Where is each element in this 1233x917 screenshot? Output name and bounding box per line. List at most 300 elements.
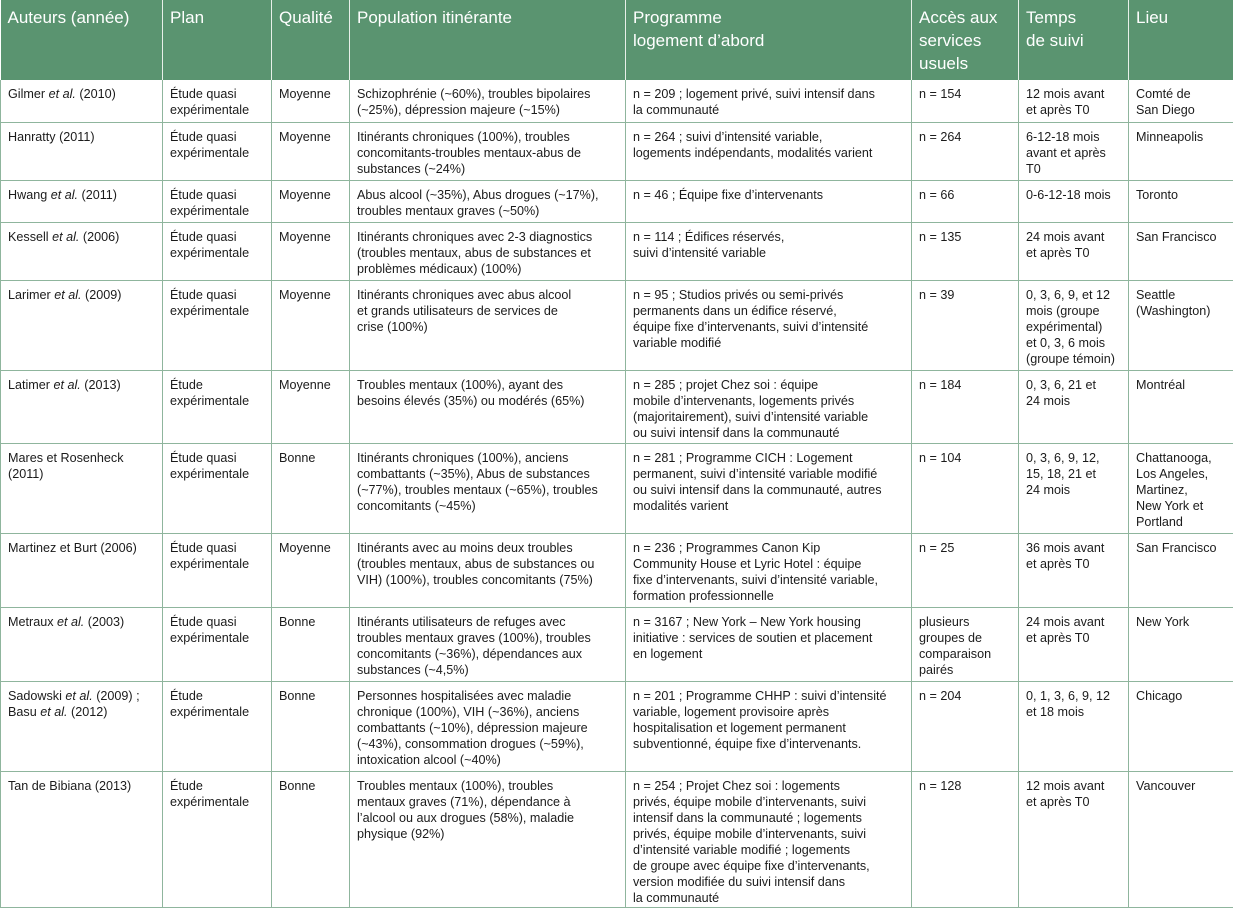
cell-program (626, 607, 912, 681)
cell-line: d’intensité variable modifié ; logements (633, 842, 851, 857)
cell-line: concomitants-troubles mentaux-abus de (357, 145, 582, 160)
table-row (1, 607, 1233, 681)
cell-line: chronique (100%), VIH (~36%), anciens (357, 704, 580, 719)
cell-line: (majoritairement), suivi d’intensité variable (633, 409, 869, 424)
cell-line: Moyenne (279, 229, 331, 244)
cell-population (350, 180, 626, 222)
cell-line: intensif dans la communauté ; logements (633, 810, 862, 825)
cell-line: Schizophrénie (~60%), troubles bipolaires (357, 87, 591, 101)
text-segment: Latimer (8, 377, 54, 392)
cell-line (8, 614, 155, 630)
italic-text: et al. (53, 377, 81, 392)
cell-line: Moyenne (279, 87, 331, 101)
cell-line: version modifiée du suivi intensif dans (633, 874, 846, 889)
cell-line: n = 264 ; suivi d’intensité variable, (633, 129, 823, 144)
cell-line: groupes de (919, 630, 983, 645)
column-header-authors (1, 0, 163, 80)
cell-line: VIH) (100%), troubles concomitants (75%) (357, 572, 593, 587)
cell-line: substances (~24%) (357, 161, 466, 176)
cell-services-access (912, 607, 1019, 681)
cell-line: 24 mois avant (1026, 229, 1105, 244)
cell-line: Itinérants avec au moins deux troubles (357, 540, 573, 555)
cell-authors (1, 533, 163, 607)
cell-line: 0, 3, 6, 9, et 12 (1026, 287, 1111, 302)
cell-line: Étude quasi (170, 287, 237, 302)
cell-line: Étude quasi (170, 129, 237, 144)
cell-line: Seattle (1136, 287, 1176, 302)
cell-line: Moyenne (279, 129, 331, 144)
cell-follow-up (1019, 681, 1129, 771)
cell-line: n = 254 ; Projet Chez soi : logements (633, 778, 840, 793)
text-segment: (2013) (80, 377, 121, 392)
cell-line: de groupe avec équipe fixe d’intervenants, (633, 858, 870, 873)
cell-line: expérimentale (170, 630, 250, 645)
cell-line: expérimentale (170, 556, 250, 571)
cell-services-access (912, 443, 1019, 533)
cell-line: troubles mentaux graves (~50%) (357, 203, 540, 218)
cell-location (1129, 771, 1233, 907)
cell-line: équipe fixe d’intervenants, suivi d’intensité (633, 319, 869, 334)
cell-line: subventionné, équipe fixe d’intervenants. (633, 736, 862, 751)
table-header (1, 0, 1233, 80)
cell-line: avant et après (1026, 145, 1106, 160)
cell-line: Abus alcool (~35%), Abus drogues (~17%), (357, 187, 599, 202)
cell-line: Moyenne (279, 187, 331, 202)
cell-line: Itinérants chroniques (100%), troubles (357, 129, 570, 144)
cell-services-access (912, 122, 1019, 180)
header-row (1, 0, 1233, 80)
cell-line: (~43%), consommation drogues (~59%), (357, 736, 584, 751)
cell-services-access (912, 533, 1019, 607)
cell-quality (272, 681, 350, 771)
cell-line: Community House et Lyric Hotel : équipe (633, 556, 862, 571)
cell-line: et après T0 (1026, 794, 1090, 809)
cell-line: n = 209 ; logement privé, suivi intensif dans (633, 87, 875, 101)
cell-line: n = 135 (919, 229, 962, 244)
cell-line: (2011) (8, 466, 44, 481)
cell-follow-up (1019, 771, 1129, 907)
cell-line: Chattanooga, (1136, 450, 1212, 465)
cell-authors (1, 681, 163, 771)
cell-program (626, 180, 912, 222)
cell-line: la communauté (633, 103, 720, 117)
cell-quality (272, 180, 350, 222)
cell-program (626, 533, 912, 607)
cell-line: Itinérants utilisateurs de refuges avec (357, 614, 566, 629)
cell-line: Troubles mentaux (100%), ayant des (357, 377, 564, 392)
cell-line: San Diego (1136, 103, 1195, 117)
cell-follow-up (1019, 443, 1129, 533)
cell-population (350, 280, 626, 370)
cell-line: Bonne (279, 450, 316, 465)
cell-line (8, 287, 155, 303)
cell-line: expérimentale (170, 245, 250, 260)
cell-line: permanents dans un édifice réservé, (633, 303, 837, 318)
cell-line: 0, 3, 6, 21 et (1026, 377, 1097, 392)
cell-line: expérimentale (170, 704, 250, 719)
cell-line: n = 66 (919, 187, 955, 202)
cell-line: et après T0 (1026, 556, 1090, 571)
cell-program (626, 681, 912, 771)
cell-line: Bonne (279, 688, 316, 703)
text-segment: Sadowski (8, 688, 66, 703)
column-header-quality (272, 0, 350, 80)
cell-line: 6-12-18 mois (1026, 129, 1100, 144)
cell-line: Personnes hospitalisées avec maladie (357, 688, 572, 703)
cell-location (1129, 607, 1233, 681)
cell-population (350, 222, 626, 280)
cell-plan (163, 122, 272, 180)
cell-plan (163, 180, 272, 222)
cell-line: expérimentale (170, 103, 250, 117)
cell-location (1129, 280, 1233, 370)
cell-line: Étude quasi (170, 614, 237, 629)
column-header-line: Qualité (279, 8, 333, 27)
italic-text: et al. (50, 187, 79, 202)
cell-line: Martinez, (1136, 482, 1188, 497)
table-row (1, 533, 1233, 607)
column-header-program (626, 0, 912, 80)
cell-program (626, 370, 912, 443)
cell-location (1129, 533, 1233, 607)
cell-line: 24 mois (1026, 393, 1071, 408)
text-segment: Gilmer (8, 87, 49, 101)
cell-line: Portland (1136, 514, 1183, 529)
cell-line: Itinérants chroniques avec abus alcool (357, 287, 572, 302)
cell-line: Los Angeles, (1136, 466, 1209, 481)
cell-authors (1, 443, 163, 533)
cell-location (1129, 180, 1233, 222)
cell-line: n = 104 (919, 450, 962, 465)
cell-program (626, 122, 912, 180)
italic-text: et al. (57, 614, 85, 629)
cell-line: 12 mois avant (1026, 87, 1105, 101)
cell-line: n = 204 (919, 688, 962, 703)
cell-quality (272, 280, 350, 370)
cell-line: modalités varient (633, 498, 729, 513)
cell-plan (163, 533, 272, 607)
cell-program (626, 771, 912, 907)
cell-line: 0-6-12-18 mois (1026, 187, 1111, 202)
column-header-plan (163, 0, 272, 80)
cell-line: la communauté (633, 890, 720, 905)
cell-line: ou suivi intensif dans la communauté, autres (633, 482, 882, 497)
table-row (1, 122, 1233, 180)
italic-text: et al. (54, 287, 82, 302)
cell-line: expérimental) (1026, 319, 1103, 334)
cell-line: l’alcool ou aux drogues (58%), maladie (357, 810, 575, 825)
cell-line: suivi d’intensité variable (633, 245, 767, 260)
cell-line: (troubles mentaux, abus de substances ou (357, 556, 595, 571)
text-segment: (2006) (79, 229, 120, 244)
cell-line (8, 688, 155, 704)
cell-plan (163, 80, 272, 122)
cell-line: Moyenne (279, 377, 331, 392)
cell-line: plusieurs (919, 614, 970, 629)
cell-line: (Washington) (1136, 303, 1211, 318)
cell-quality (272, 222, 350, 280)
cell-line: et après T0 (1026, 630, 1090, 645)
cell-line: Itinérants chroniques (100%), anciens (357, 450, 569, 465)
cell-line: logements indépendants, modalités varient (633, 145, 873, 160)
cell-line: 24 mois (1026, 482, 1071, 497)
cell-line: et 18 mois (1026, 704, 1085, 719)
italic-text: et al. (52, 229, 80, 244)
cell-line: variable modifié (633, 335, 722, 350)
cell-follow-up (1019, 280, 1129, 370)
cell-line: troubles mentaux graves (100%), troubles (357, 630, 591, 645)
cell-line: Minneapolis (1136, 129, 1204, 144)
cell-line: Toronto (1136, 187, 1179, 202)
table-row (1, 771, 1233, 907)
cell-line: n = 154 (919, 87, 962, 101)
cell-line: Troubles mentaux (100%), troubles (357, 778, 554, 793)
cell-line: n = 264 (919, 129, 962, 144)
table-row (1, 80, 1233, 122)
cell-population (350, 80, 626, 122)
cell-quality (272, 122, 350, 180)
cell-line: Montréal (1136, 377, 1185, 392)
cell-plan (163, 443, 272, 533)
table-body (1, 80, 1233, 907)
column-header-line: Plan (170, 8, 205, 27)
cell-plan (163, 370, 272, 443)
cell-line: mentaux graves (71%), dépendance à (357, 794, 571, 809)
cell-quality (272, 80, 350, 122)
cell-line: n = 281 ; Programme CICH : Logement (633, 450, 853, 465)
cell-line: expérimentale (170, 393, 250, 408)
cell-program (626, 443, 912, 533)
cell-follow-up (1019, 122, 1129, 180)
cell-program (626, 222, 912, 280)
cell-line: combattants (~35%), Abus de substances (357, 466, 590, 481)
cell-quality (272, 607, 350, 681)
cell-line: New York et (1136, 498, 1204, 513)
cell-line: (troubles mentaux, abus de substances et (357, 245, 591, 260)
cell-line (8, 704, 155, 720)
cell-population (350, 533, 626, 607)
cell-line: en logement (633, 646, 703, 661)
cell-location (1129, 370, 1233, 443)
cell-location (1129, 80, 1233, 122)
cell-population (350, 681, 626, 771)
cell-plan (163, 681, 272, 771)
cell-line: Vancouver (1136, 778, 1196, 793)
cell-line: Mares et Rosenheck (8, 450, 124, 465)
cell-program (626, 280, 912, 370)
italic-text: et al. (65, 688, 93, 703)
column-header-line: Temps (1026, 8, 1077, 27)
cell-follow-up (1019, 222, 1129, 280)
cell-plan (163, 607, 272, 681)
table-row (1, 280, 1233, 370)
cell-line: Tan de Bibiana (2013) (8, 778, 132, 793)
cell-line: T0 (1026, 161, 1041, 176)
cell-line: Moyenne (279, 287, 331, 302)
cell-line: n = 25 (919, 540, 955, 555)
cell-line: n = 95 ; Studios privés ou semi-privés (633, 287, 844, 302)
cell-quality (272, 533, 350, 607)
text-segment: Larimer (8, 287, 55, 302)
cell-line: expérimentale (170, 466, 250, 481)
cell-line: 12 mois avant (1026, 778, 1105, 793)
column-header-line: Auteurs (année) (7, 8, 130, 27)
cell-line: physique (92%) (357, 826, 445, 841)
text-segment: (2010) (75, 87, 116, 101)
column-header-line: Population itinérante (357, 8, 513, 27)
cell-line: expérimentale (170, 303, 250, 318)
cell-line: n = 285 ; projet Chez soi : équipe (633, 377, 819, 392)
cell-line: (groupe témoin) (1026, 351, 1115, 366)
cell-line: Moyenne (279, 540, 331, 555)
cell-line: et après T0 (1026, 103, 1090, 117)
cell-line: Étude quasi (170, 187, 237, 202)
column-header-follow-up (1019, 0, 1129, 80)
cell-line (8, 187, 155, 203)
cell-line: Étude quasi (170, 229, 237, 244)
cell-line: Chicago (1136, 688, 1183, 703)
cell-line: Martinez et Burt (2006) (8, 540, 137, 555)
cell-line: n = 128 (919, 778, 962, 793)
cell-line: 0, 3, 6, 9, 12, (1026, 450, 1100, 465)
cell-line: crise (100%) (357, 319, 428, 334)
cell-authors (1, 771, 163, 907)
text-segment: Basu (8, 704, 41, 719)
cell-line: mois (groupe (1026, 303, 1100, 318)
text-segment: (2003) (84, 614, 125, 629)
cell-line: 0, 1, 3, 6, 9, 12 (1026, 688, 1111, 703)
text-segment: Metraux (8, 614, 57, 629)
cell-line: n = 184 (919, 377, 962, 392)
cell-plan (163, 771, 272, 907)
italic-text: et al. (40, 704, 68, 719)
cell-line: initiative : services de soutien et placement (633, 630, 873, 645)
cell-line: 15, 18, 21 et (1026, 466, 1097, 481)
cell-line: n = 46 ; Équipe fixe d’intervenants (633, 187, 824, 202)
cell-line: expérimentale (170, 145, 250, 160)
cell-line: substances (~4,5%) (357, 662, 469, 677)
cell-population (350, 771, 626, 907)
cell-location (1129, 122, 1233, 180)
table-row (1, 180, 1233, 222)
table-row (1, 681, 1233, 771)
table-row (1, 222, 1233, 280)
cell-authors (1, 180, 163, 222)
text-segment: (2012) (67, 704, 108, 719)
text-segment: (2011) (78, 187, 117, 202)
cell-line: et grands utilisateurs de services de (357, 303, 558, 318)
column-header-line: de suivi (1026, 31, 1084, 50)
cell-line: fixe d’intervenants, suivi d’intensité variable, (633, 572, 879, 587)
cell-line: formation professionnelle (633, 588, 774, 603)
cell-services-access (912, 280, 1019, 370)
cell-line (8, 229, 155, 245)
cell-location (1129, 443, 1233, 533)
cell-services-access (912, 370, 1019, 443)
cell-line: intoxication alcool (~40%) (357, 752, 501, 767)
cell-line: combattants (~10%), dépression majeure (357, 720, 588, 735)
cell-line: (~77%), troubles mentaux (~65%), troubles (357, 482, 598, 497)
cell-quality (272, 443, 350, 533)
cell-line: n = 236 ; Programmes Canon Kip (633, 540, 821, 555)
cell-line: hospitalisation et logement permanent (633, 720, 846, 735)
cell-line: mobile d’intervenants, logements privés (633, 393, 855, 408)
column-header-population (350, 0, 626, 80)
cell-line: Étude quasi (170, 87, 237, 101)
cell-line: variable, logement provisoire après (633, 704, 830, 719)
cell-line: San Francisco (1136, 540, 1217, 555)
cell-line: Étude (170, 778, 203, 793)
cell-quality (272, 370, 350, 443)
cell-quality (272, 771, 350, 907)
italic-text: et al. (48, 87, 76, 101)
column-header-line: services (919, 31, 982, 50)
cell-line: problèmes médicaux) (100%) (357, 261, 522, 276)
cell-services-access (912, 180, 1019, 222)
cell-line: concomitants (~45%) (357, 498, 476, 513)
cell-line: Étude quasi (170, 450, 237, 465)
cell-line: n = 114 ; Édifices réservés, (633, 229, 785, 244)
cell-line: (~25%), dépression majeure (~15%) (357, 103, 561, 117)
cell-line: n = 39 (919, 287, 955, 302)
cell-authors (1, 607, 163, 681)
text-segment: (2009) (81, 287, 122, 302)
cell-plan (163, 280, 272, 370)
cell-line: Bonne (279, 614, 316, 629)
column-header-line: logement d’abord (633, 31, 765, 50)
cell-line: n = 201 ; Programme CHHP : suivi d’intensité (633, 688, 887, 703)
text-segment: (2009) ; (92, 688, 140, 703)
cell-line: pairés (919, 662, 954, 677)
cell-authors (1, 222, 163, 280)
cell-line: Itinérants chroniques avec 2-3 diagnostics (357, 229, 593, 244)
cell-line: expérimentale (170, 203, 250, 218)
cell-follow-up (1019, 533, 1129, 607)
cell-line (8, 377, 155, 393)
cell-population (350, 443, 626, 533)
cell-line: et après T0 (1026, 245, 1090, 260)
cell-services-access (912, 681, 1019, 771)
cell-follow-up (1019, 80, 1129, 122)
cell-program (626, 80, 912, 122)
cell-line: Étude (170, 688, 203, 703)
cell-services-access (912, 222, 1019, 280)
cell-line: Bonne (279, 778, 316, 793)
cell-line: San Francisco (1136, 229, 1217, 244)
column-header-line: Programme (633, 8, 722, 27)
cell-line: comparaison (919, 646, 992, 661)
column-header-services-access (912, 0, 1019, 80)
cell-services-access (912, 771, 1019, 907)
cell-line: n = 3167 ; New York – New York housing (633, 614, 861, 629)
cell-line: Comté de (1136, 87, 1191, 101)
cell-population (350, 370, 626, 443)
cell-line (8, 86, 155, 102)
cell-line: Étude quasi (170, 540, 237, 555)
cell-line: privés, équipe mobile d’intervenants, suivi (633, 794, 867, 809)
cell-population (350, 607, 626, 681)
cell-line: ou suivi intensif dans la communauté (633, 425, 840, 440)
cell-line: privés, équipe mobile d’intervenants, suivi (633, 826, 867, 841)
table-row (1, 370, 1233, 443)
cell-line: Étude (170, 377, 203, 392)
cell-line: concomitants (~36%), dépendances aux (357, 646, 583, 661)
column-header-location (1129, 0, 1233, 80)
cell-line: expérimentale (170, 794, 250, 809)
cell-line: 36 mois avant (1026, 540, 1105, 555)
column-header-line: Lieu (1136, 8, 1169, 27)
cell-population (350, 122, 626, 180)
